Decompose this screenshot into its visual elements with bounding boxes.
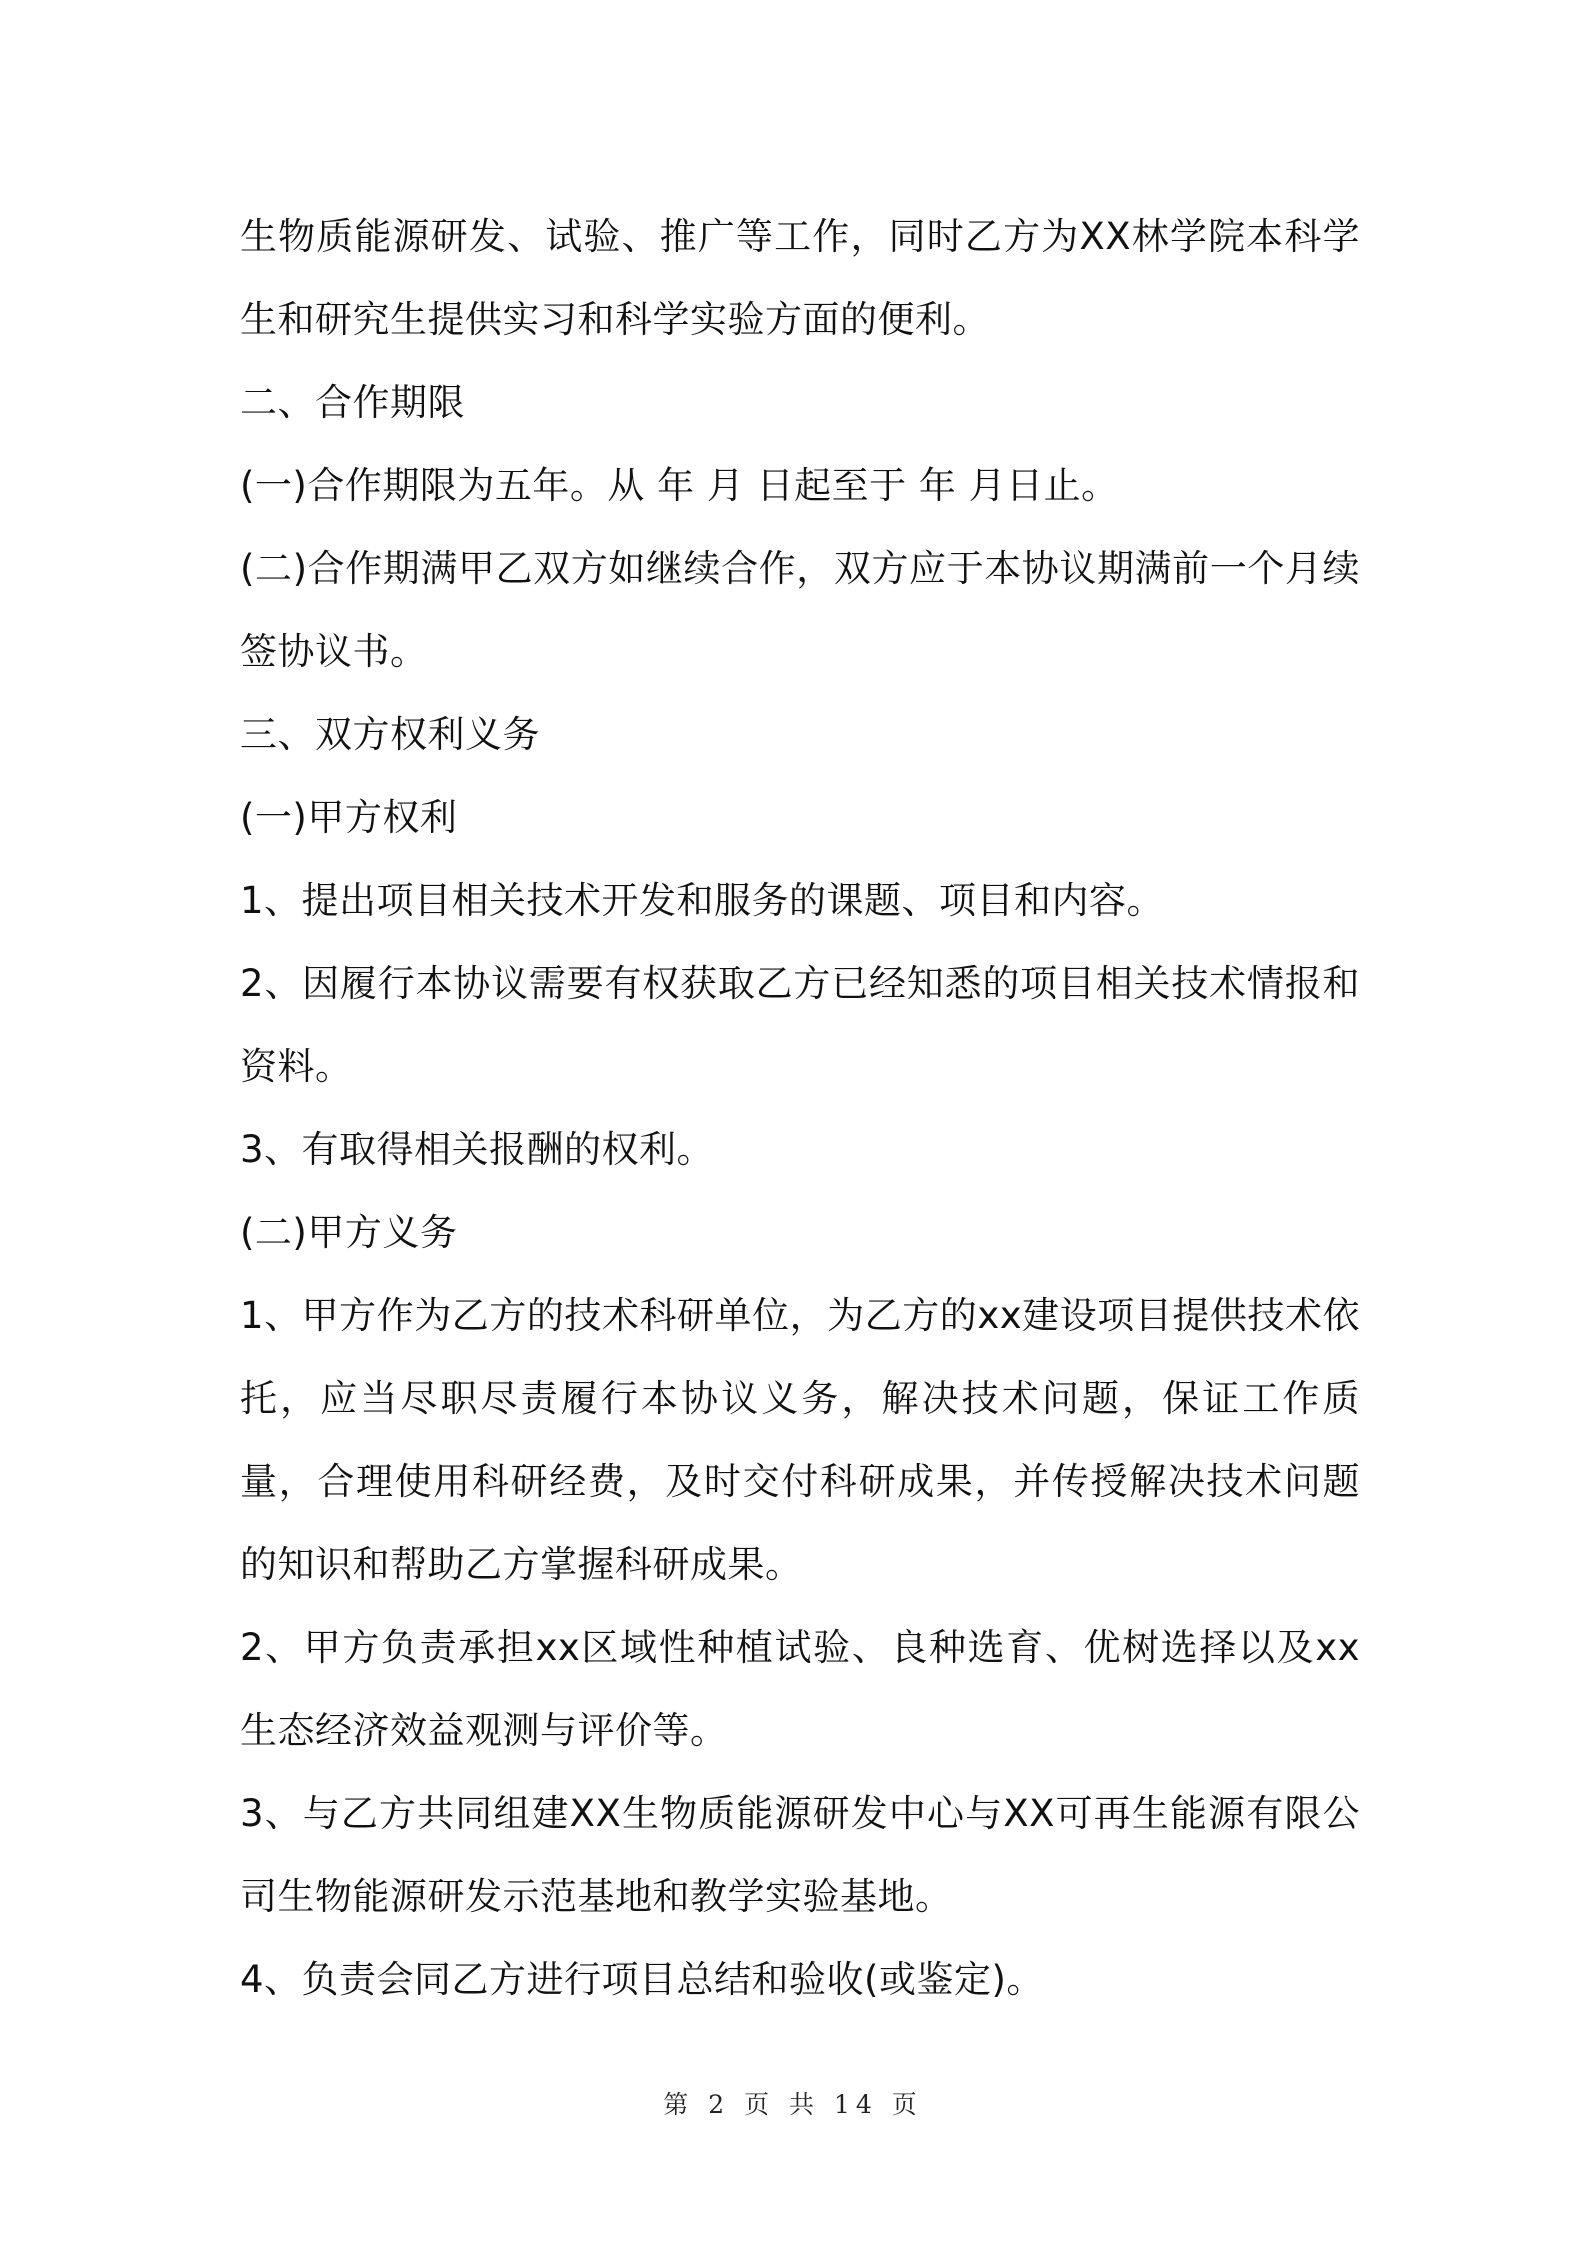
document-body	[240, 195, 1360, 2021]
list-item: 2、甲方负责承担xx区域性种植试验、良种选育、优树选择以及xx生态经济效益观测与评价等。	[240, 1626, 1360, 1752]
paragraph: 生物质能源研发、试验、推广等工作，同时乙方为XX林学院本科学生和研究生提供实习和科学实验方面的便利。	[240, 215, 1360, 341]
page-number-footer: 第 2 页 共 14 页	[663, 2090, 923, 2119]
paragraph: (二)合作期满甲乙双方如继续合作，双方应于本协议期满前一个月续签协议书。	[240, 547, 1360, 673]
paragraph: (一)合作期限为五年。从 年 月 日起至于 年 月日止。	[240, 464, 1119, 507]
section-heading: 三、双方权利义务	[240, 713, 540, 756]
list-item: 2、因履行本协议需要有权获取乙方已经知悉的项目相关技术情报和资料。	[240, 962, 1360, 1088]
list-item: 1、提出项目相关技术开发和服务的课题、项目和内容。	[240, 879, 1165, 922]
subsection-heading: (一)甲方权利	[240, 796, 458, 839]
list-item: 1、甲方作为乙方的技术科研单位，为乙方的xx建设项目提供技术依托，应当尽职尽责履行本协议义务，解决技术问题，保证工作质量，合理使用科研经费，及时交付科研成果，并传授解决技术问题的知识和帮助乙方掌握科研成果。	[240, 1294, 1360, 1586]
section-heading: 二、合作期限	[240, 381, 465, 424]
subsection-heading: (二)甲方义务	[240, 1211, 458, 1254]
list-item: 3、与乙方共同组建XX生物质能源研发中心与XX可再生能源有限公司生物能源研发示范基地和教学实验基地。	[240, 1792, 1360, 1918]
list-item: 4、负责会同乙方进行项目总结和验收(或鉴定)。	[240, 1958, 1044, 2001]
list-item: 3、有取得相关报酬的权利。	[240, 1128, 715, 1171]
